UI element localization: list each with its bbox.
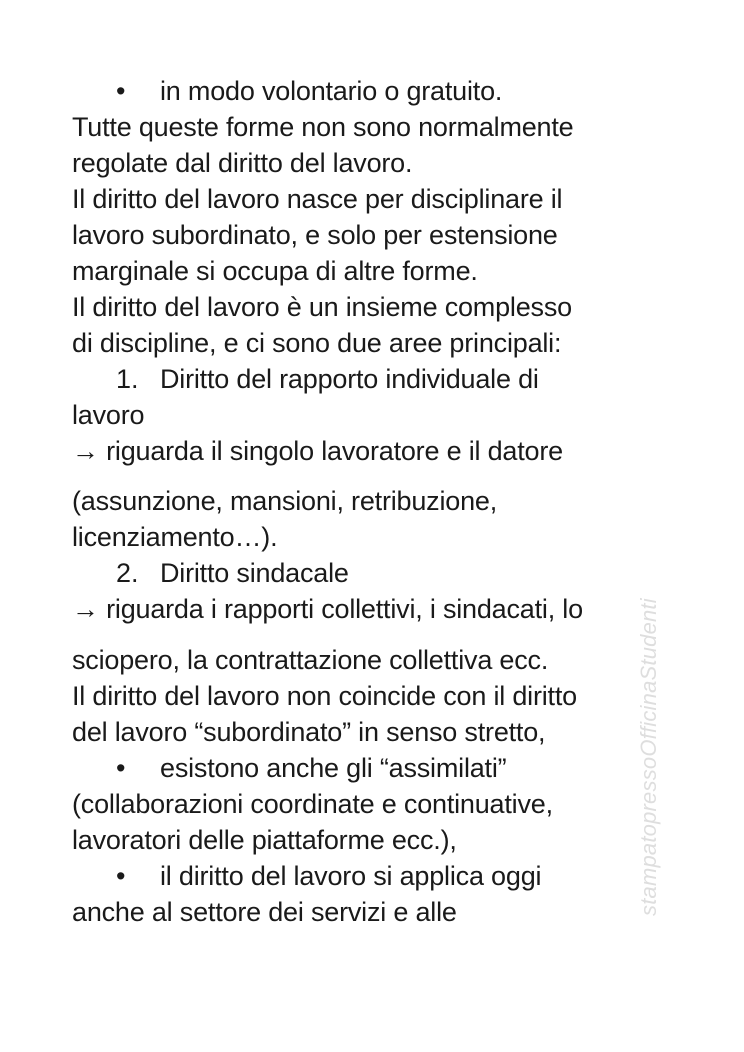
bullet-item-text: il diritto del lavoro si applica oggi: [160, 861, 542, 891]
paragraph-line: anche al settore dei servizi e alle: [72, 897, 457, 927]
paragraph-line: regolate dal diritto del lavoro.: [72, 148, 413, 178]
paragraph-line: lavoro subordinato, e solo per estensione: [72, 220, 558, 250]
bullet-marker: •: [116, 76, 126, 106]
paragraph-line: → riguarda il singolo lavoratore e il datore: [72, 436, 563, 466]
bullet-item-text: esistono anche gli “assimilati”: [160, 753, 507, 783]
numbered-marker-1: 1.: [116, 364, 139, 394]
paragraph-line: (collaborazioni coordinate e continuative,: [72, 789, 553, 819]
paragraph-line: lavoro: [72, 400, 145, 430]
paragraph-line: Il diritto del lavoro nasce per disciplinare il: [72, 184, 563, 214]
paragraph-line: di discipline, e ci sono due aree principali:: [72, 328, 562, 358]
bullet-item-text: in modo volontario o gratuito.: [160, 76, 503, 106]
paragraph-line: del lavoro “subordinato” in senso stretto,: [72, 717, 546, 747]
numbered-item-text-2: Diritto sindacale: [160, 558, 349, 588]
paragraph-line: Il diritto del lavoro è un insieme complesso: [72, 292, 572, 322]
numbered-item-text-1: Diritto del rapporto individuale di: [160, 364, 539, 394]
paragraph-line: Tutte queste forme non sono normalmente: [72, 112, 574, 142]
watermark-text: stampatopressoOfficinaStudenti: [636, 598, 661, 916]
paragraph-line: lavoratori delle piattaforme ecc.),: [72, 825, 457, 855]
bullet-marker: •: [116, 753, 126, 783]
paragraph-line: → riguarda i rapporti collettivi, i sindacati, lo: [72, 594, 583, 624]
numbered-marker-2: 2.: [116, 558, 139, 588]
paragraph-line: marginale si occupa di altre forme.: [72, 256, 478, 286]
paragraph-line: (assunzione, mansioni, retribuzione,: [72, 486, 498, 516]
paragraph-line: licenziamento…).: [72, 522, 278, 552]
paragraph-line: Il diritto del lavoro non coincide con il diritto: [72, 681, 577, 711]
paragraph-line: sciopero, la contrattazione collettiva ecc.: [72, 645, 549, 675]
bullet-marker: •: [116, 861, 126, 891]
